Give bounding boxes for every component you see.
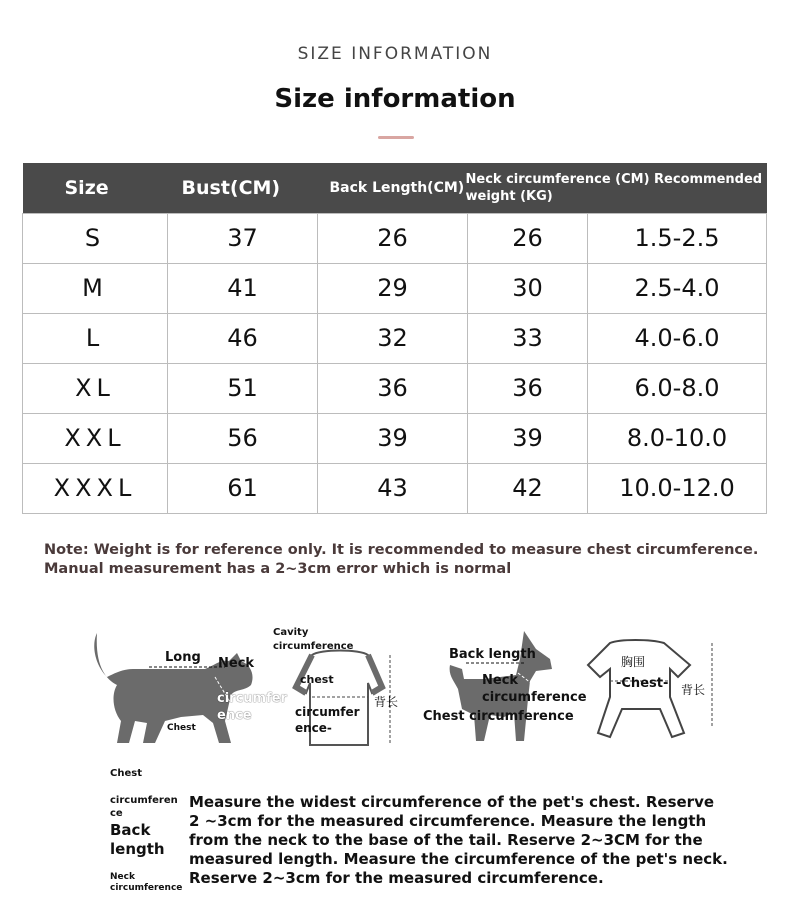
legend-length: length xyxy=(110,840,165,858)
size-table xyxy=(22,163,767,514)
cell-bust: 46 xyxy=(168,313,318,363)
cell-weight: 2.5-4.0 xyxy=(588,263,767,313)
dog-chest-circ-label: Chest circumference xyxy=(423,709,574,724)
measurement-description: Measure the widest circumference of the pet's chest. Reserve 2 ~3cm for the measured circumference. Measure the length from the neck to the base of the tail. Reserve 2~3CM for the measured length. Measure the circumference of the pet's neck. Reserve 2~3cm for the measured circumference. xyxy=(189,793,728,887)
cell-back-length: 29 xyxy=(318,263,468,313)
cell-weight: 8.0-10.0 xyxy=(588,413,767,463)
note-line-2: Manual measurement has a 2~3cm error which is normal xyxy=(44,561,512,577)
cell-weight: 6.0-8.0 xyxy=(588,363,767,413)
weight-note xyxy=(44,541,764,579)
cat-ence-label: ence xyxy=(217,708,252,723)
cell-size: L xyxy=(23,313,168,363)
cat-long-label: Long xyxy=(165,650,201,665)
table-row xyxy=(23,313,767,363)
cat-circumference-label: circumfer xyxy=(217,691,287,706)
cell-back-length: 32 xyxy=(318,313,468,363)
legend-chest: Chest xyxy=(110,768,142,779)
cell-bust: 56 xyxy=(168,413,318,463)
cell-bust: 51 xyxy=(168,363,318,413)
legend-neck-circ: circumference xyxy=(110,883,183,893)
cell-back-length: 26 xyxy=(318,213,468,263)
cell-size: XL xyxy=(23,363,168,413)
cell-bust: 37 xyxy=(168,213,318,263)
dog-neck-label: Neck xyxy=(482,673,519,688)
shirt-cavity-label: Cavity xyxy=(273,627,309,638)
header-bust: Bust(CM) xyxy=(168,163,318,213)
cell-size: XXXL xyxy=(23,463,168,513)
dog-neck-circ-label: circumference xyxy=(482,690,587,705)
table-row xyxy=(23,263,767,313)
cell-back-length: 36 xyxy=(318,363,468,413)
header-size: Size xyxy=(23,163,168,213)
legend-chest-circ-1: circumferen xyxy=(110,795,178,806)
shirt-cavity-circ-label: circumference xyxy=(273,641,354,652)
legend-neck: Neck xyxy=(110,872,135,882)
shirt-chest-label: chest xyxy=(300,673,334,686)
suit-top-label: 胸围 xyxy=(621,655,646,669)
cell-size: XXL xyxy=(23,413,168,463)
cell-size: M xyxy=(23,263,168,313)
cell-neck: 30 xyxy=(468,263,588,313)
cell-back-length: 43 xyxy=(318,463,468,513)
header-neck-weight xyxy=(465,163,767,213)
cell-back-length: 39 xyxy=(318,413,468,463)
cell-neck: 39 xyxy=(468,413,588,463)
cell-size: S xyxy=(23,213,168,263)
cell-bust: 41 xyxy=(168,263,318,313)
table-row xyxy=(23,413,767,463)
cat-chest-label: Chest xyxy=(167,723,196,733)
legend-chest-circ-2: ce xyxy=(110,808,123,819)
cell-neck: 26 xyxy=(468,213,588,263)
suit-chest-label: -Chest- xyxy=(616,676,669,691)
cell-neck: 33 xyxy=(468,313,588,363)
measurement-illustration xyxy=(85,625,745,755)
page-title: Size information xyxy=(274,84,516,114)
cell-neck: 42 xyxy=(468,463,588,513)
legend-back: Back xyxy=(110,821,151,839)
suit-side-label: 背长 xyxy=(681,683,706,697)
table-row xyxy=(23,213,767,263)
table-row xyxy=(23,463,767,513)
cell-bust: 61 xyxy=(168,463,318,513)
header-neck-weight-text: Neck circumference (CM) Recommended weight (KG) xyxy=(465,171,763,204)
table-row xyxy=(23,363,767,413)
cell-weight: 1.5-2.5 xyxy=(588,213,767,263)
cell-neck: 36 xyxy=(468,363,588,413)
cell-weight: 4.0-6.0 xyxy=(588,313,767,363)
dog-suit-outline xyxy=(580,637,730,745)
section-kicker: SIZE INFORMATION xyxy=(297,44,493,64)
header-back-length: Back Length(CM) xyxy=(318,163,468,213)
table-header-row xyxy=(23,163,767,213)
shirt-circumfer-label: circumfer xyxy=(295,705,360,719)
title-accent-bar xyxy=(378,136,414,139)
shirt-side-label: 背长 xyxy=(374,695,399,709)
cat-neck-label: Neck xyxy=(218,656,255,671)
note-line-1: Note: Weight is for reference only. It is recommended to measure chest circumference. xyxy=(44,542,759,558)
shirt-ence-label: ence- xyxy=(295,721,332,735)
cell-weight: 10.0-12.0 xyxy=(588,463,767,513)
dog-back-length-label: Back length xyxy=(449,647,536,662)
